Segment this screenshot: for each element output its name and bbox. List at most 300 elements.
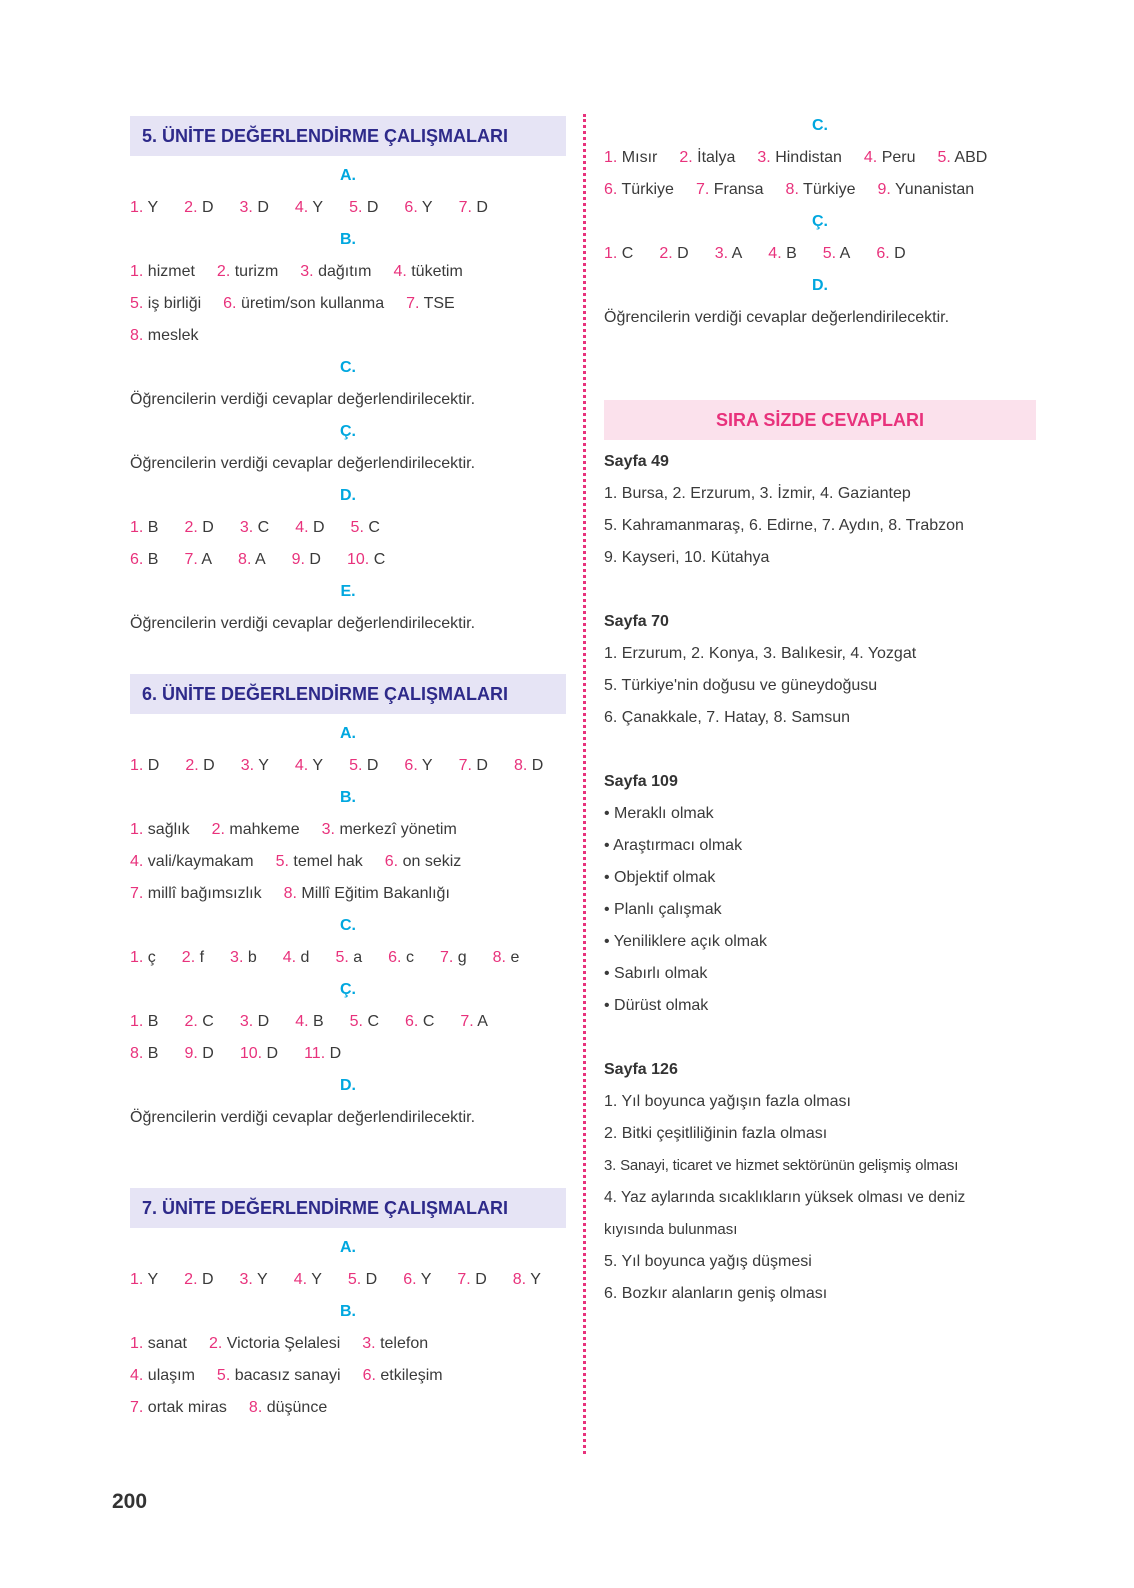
sayfa-49-line: 5. Kahramanmaraş, 6. Edirne, 7. Aydın, 8. Trabzon bbox=[604, 517, 964, 534]
answer-item bbox=[322, 814, 457, 846]
answer-value: İtalya bbox=[697, 149, 736, 166]
answer-value: Fransa bbox=[713, 181, 764, 198]
answer-value: Victoria Şelalesi bbox=[226, 1335, 341, 1352]
sayfa-109-heading: Sayfa 109 bbox=[604, 773, 678, 790]
unit5-b-label: B. bbox=[340, 231, 356, 248]
answer-number: 6. bbox=[403, 1271, 417, 1288]
answer-value: iş birliği bbox=[147, 295, 202, 312]
answer-item bbox=[514, 750, 543, 782]
answer-value: Y bbox=[312, 757, 324, 774]
sayfa-70-line: 5. Türkiye'nin doğusu ve güneydoğusu bbox=[604, 677, 878, 694]
sayfa-109-line: • Planlı çalışmak bbox=[604, 901, 722, 918]
answer-item bbox=[184, 192, 213, 224]
unit7-b-row bbox=[130, 1328, 566, 1360]
answer-item bbox=[130, 1360, 195, 1392]
answer-item bbox=[249, 1392, 327, 1424]
unit5-e-label: E. bbox=[340, 583, 356, 600]
answer-item bbox=[130, 288, 201, 320]
answer-item bbox=[786, 174, 856, 206]
answer-item bbox=[876, 238, 905, 270]
answer-number: 8. bbox=[492, 949, 506, 966]
answer-number: 2. bbox=[216, 263, 231, 280]
answer-number: 1. bbox=[130, 949, 144, 966]
answer-number: 7. bbox=[130, 1399, 144, 1416]
answer-value: C bbox=[373, 551, 386, 568]
unit5-a-label: A. bbox=[340, 167, 356, 184]
answer-value: D bbox=[476, 757, 488, 774]
unit7-b-row bbox=[130, 1360, 566, 1392]
answer-value: A bbox=[731, 245, 743, 262]
answer-value: C bbox=[202, 1013, 214, 1030]
answer-number: 6. bbox=[876, 245, 890, 262]
right-top-section bbox=[604, 110, 1036, 334]
answer-item bbox=[240, 1264, 268, 1296]
unit6-d-label: D. bbox=[340, 1077, 356, 1094]
answer-value: A bbox=[477, 1013, 488, 1030]
answer-item bbox=[350, 1006, 379, 1038]
answer-number: 3. bbox=[239, 1271, 253, 1288]
answer-item bbox=[184, 1006, 213, 1038]
column-divider bbox=[583, 114, 586, 1454]
answer-item bbox=[295, 1006, 323, 1038]
answer-number: 1. bbox=[130, 757, 144, 774]
answer-item bbox=[130, 846, 254, 878]
answer-item bbox=[292, 544, 321, 576]
right-cc-answers bbox=[604, 238, 1036, 270]
answer-item bbox=[404, 750, 432, 782]
answer-item bbox=[212, 814, 300, 846]
answer-number: 5. bbox=[347, 1271, 362, 1288]
sayfa-126-line: 5. Yıl boyunca yağış düşmesi bbox=[604, 1253, 812, 1270]
answer-number: 8. bbox=[785, 181, 799, 198]
answer-value: D bbox=[329, 1045, 342, 1062]
right-d-text: Öğrencilerin verdiği cevaplar değerlendirilecektir. bbox=[604, 309, 950, 326]
answer-item bbox=[185, 750, 214, 782]
answer-number: 6. bbox=[388, 949, 402, 966]
answer-value: D bbox=[201, 199, 214, 216]
sayfa-126-line: 2. Bitki çeşitliliğinin fazla olması bbox=[604, 1125, 828, 1142]
answer-number: 10. bbox=[239, 1045, 263, 1062]
right-c-label: C. bbox=[812, 117, 828, 134]
answer-value: D bbox=[266, 1045, 279, 1062]
answer-item bbox=[604, 174, 674, 206]
answer-value: Yunanistan bbox=[895, 181, 975, 198]
unit6-cc-row bbox=[130, 1038, 566, 1070]
answer-item bbox=[304, 1038, 341, 1070]
answer-item bbox=[223, 288, 384, 320]
sayfa-126-line: 4. Yaz aylarında sıcaklıkların yüksek olması ve deniz bbox=[604, 1189, 966, 1206]
sayfa-126-line: 1. Yıl boyunca yağışın fazla olması bbox=[604, 1093, 851, 1110]
answer-number: 2. bbox=[181, 949, 196, 966]
right-d-label: D. bbox=[812, 277, 828, 294]
answer-number: 1. bbox=[130, 1013, 144, 1030]
unit7-a-label: A. bbox=[340, 1239, 356, 1256]
answer-item bbox=[184, 1264, 213, 1296]
answer-item bbox=[240, 192, 269, 224]
answer-number: 8. bbox=[248, 1399, 263, 1416]
answer-value: hizmet bbox=[147, 263, 195, 280]
answer-number: 8. bbox=[130, 327, 144, 344]
answer-value: a bbox=[353, 949, 363, 966]
unit5-c-label: C. bbox=[340, 359, 356, 376]
answer-number: 8. bbox=[238, 551, 252, 568]
answer-number: 4. bbox=[295, 1013, 309, 1030]
answer-item bbox=[284, 878, 450, 910]
answer-value: Y bbox=[311, 1271, 322, 1288]
answer-number: 7. bbox=[184, 551, 198, 568]
answer-number: 5. bbox=[349, 1013, 363, 1030]
answer-number: 4. bbox=[294, 199, 309, 216]
unit6-b-row bbox=[130, 878, 566, 910]
answer-item bbox=[130, 512, 158, 544]
answer-item bbox=[130, 750, 159, 782]
answer-value: B bbox=[786, 245, 797, 262]
answer-number: 5. bbox=[275, 853, 289, 870]
answer-item bbox=[230, 942, 257, 974]
answer-number: 6. bbox=[223, 295, 237, 312]
answer-number: 1. bbox=[130, 519, 144, 536]
sayfa-126-line: kıyısında bulunması bbox=[604, 1221, 738, 1238]
unit6-a-answers bbox=[130, 750, 566, 782]
sayfa-109-line: • Dürüst olmak bbox=[604, 997, 709, 1014]
answer-value: Y bbox=[530, 1271, 541, 1288]
sayfa-109-line: • Sabırlı olmak bbox=[604, 965, 708, 982]
answer-value: D bbox=[366, 199, 379, 216]
answer-value: B bbox=[147, 551, 159, 568]
answer-value: tüketim bbox=[411, 263, 463, 280]
answer-number: 5. bbox=[349, 199, 363, 216]
answer-number: 6. bbox=[362, 1367, 376, 1384]
answer-item bbox=[404, 192, 432, 224]
sayfa-109-line: • Meraklı olmak bbox=[604, 805, 714, 822]
answer-value: A bbox=[201, 551, 213, 568]
answer-item bbox=[406, 288, 455, 320]
answer-item bbox=[240, 1038, 278, 1070]
answer-number: 3. bbox=[300, 263, 314, 280]
answer-item bbox=[184, 1038, 213, 1070]
answer-item bbox=[363, 1360, 443, 1392]
answer-value: Türkiye bbox=[621, 181, 674, 198]
answer-item bbox=[459, 192, 488, 224]
answer-number: 3. bbox=[757, 149, 771, 166]
unit6-b-row bbox=[130, 846, 566, 878]
answer-item bbox=[276, 846, 363, 878]
answer-item bbox=[659, 238, 688, 270]
unit7-a-answers bbox=[130, 1264, 566, 1296]
answer-number: 7. bbox=[130, 885, 144, 902]
answer-number: 2. bbox=[659, 245, 673, 262]
answer-value: Peru bbox=[881, 149, 916, 166]
answer-value: D bbox=[202, 1045, 214, 1062]
answer-value: düşünce bbox=[266, 1399, 328, 1416]
answer-number: 8. bbox=[512, 1271, 527, 1288]
answer-value: D bbox=[894, 245, 906, 262]
answer-number: 3. bbox=[321, 821, 335, 838]
answer-number: 6. bbox=[130, 551, 144, 568]
answer-item bbox=[335, 942, 362, 974]
answer-value: b bbox=[247, 949, 257, 966]
answer-item bbox=[240, 512, 269, 544]
answer-item bbox=[604, 142, 657, 174]
sira-sizde-section bbox=[604, 400, 1036, 1310]
answer-item bbox=[349, 192, 378, 224]
answer-item bbox=[768, 238, 796, 270]
unit6-d-text: Öğrencilerin verdiği cevaplar değerlendirilecektir. bbox=[130, 1109, 476, 1126]
sira-sizde-title: SIRA SİZDE CEVAPLARI bbox=[604, 400, 1036, 440]
answer-item bbox=[130, 1038, 158, 1070]
answer-value: g bbox=[457, 949, 467, 966]
answer-value: D bbox=[202, 519, 214, 536]
answer-number: 1. bbox=[604, 245, 618, 262]
sayfa-70-line: 6. Çanakkale, 7. Hatay, 8. Samsun bbox=[604, 709, 851, 726]
unit7-title: 7. ÜNİTE DEĞERLENDİRME ÇALIŞMALARI bbox=[130, 1188, 566, 1228]
answer-value: D bbox=[309, 551, 321, 568]
answer-value: Y bbox=[147, 1271, 159, 1288]
answer-number: 1. bbox=[130, 821, 144, 838]
answer-item bbox=[604, 238, 633, 270]
answer-item bbox=[130, 256, 195, 288]
sayfa-49-heading: Sayfa 49 bbox=[604, 453, 669, 470]
answer-item bbox=[217, 1360, 341, 1392]
answer-value: D bbox=[365, 1271, 378, 1288]
answer-item bbox=[283, 942, 310, 974]
answer-item bbox=[388, 942, 414, 974]
answer-value: D bbox=[531, 757, 544, 774]
answer-item bbox=[715, 238, 743, 270]
answer-value: turizm bbox=[234, 263, 279, 280]
answer-number: 2. bbox=[185, 757, 199, 774]
answer-item bbox=[241, 750, 269, 782]
answer-number: 6. bbox=[404, 199, 418, 216]
answer-item bbox=[362, 1328, 428, 1360]
unit5-d-label: D. bbox=[340, 487, 356, 504]
answer-item bbox=[184, 512, 213, 544]
answer-value: C bbox=[257, 519, 270, 536]
unit6-title: 6. ÜNİTE DEĞERLENDİRME ÇALIŞMALARI bbox=[130, 674, 566, 714]
answer-number: 4. bbox=[130, 853, 144, 870]
answer-number: 2. bbox=[184, 1271, 198, 1288]
answer-value: D bbox=[257, 199, 269, 216]
answer-number: 3. bbox=[714, 245, 729, 262]
sayfa-109-line: • Yeniliklere açık olmak bbox=[604, 933, 768, 950]
answer-value: C bbox=[368, 519, 380, 536]
answer-number: 3. bbox=[239, 519, 254, 536]
unit6-b-label: B. bbox=[340, 789, 356, 806]
answer-value: ortak miras bbox=[147, 1399, 227, 1416]
answer-number: 7. bbox=[457, 1271, 471, 1288]
answer-number: 2. bbox=[211, 821, 225, 838]
answer-item bbox=[403, 1264, 431, 1296]
answer-item bbox=[182, 942, 204, 974]
answer-value: D bbox=[201, 1271, 214, 1288]
answer-item bbox=[513, 1264, 541, 1296]
answer-number: 2. bbox=[208, 1335, 223, 1352]
answer-item bbox=[130, 320, 198, 352]
answer-value: d bbox=[300, 949, 310, 966]
answer-value: Mısır bbox=[621, 149, 658, 166]
answer-item bbox=[209, 1328, 340, 1360]
answer-number: 2. bbox=[184, 1013, 198, 1030]
answer-item bbox=[130, 942, 156, 974]
unit5-title: 5. ÜNİTE DEĞERLENDİRME ÇALIŞMALARI bbox=[130, 116, 566, 156]
answer-item bbox=[130, 1328, 187, 1360]
answer-item bbox=[130, 878, 262, 910]
answer-number: 2. bbox=[184, 519, 198, 536]
answer-number: 3. bbox=[239, 199, 253, 216]
answer-value: D bbox=[257, 1013, 270, 1030]
answer-number: 5. bbox=[349, 757, 363, 774]
answer-number: 5. bbox=[937, 149, 951, 166]
sayfa-126-line: 6. Bozkır alanların geniş olması bbox=[604, 1285, 828, 1302]
answer-value: C bbox=[422, 1013, 435, 1030]
answer-item bbox=[405, 1006, 434, 1038]
answer-number: 5. bbox=[216, 1367, 231, 1384]
unit6-b-row bbox=[130, 814, 566, 846]
answer-value: B bbox=[147, 1013, 159, 1030]
answer-number: 2. bbox=[184, 199, 198, 216]
unit5-c-text: Öğrencilerin verdiği cevaplar değerlendirilecektir. bbox=[130, 391, 476, 408]
answer-item bbox=[295, 512, 324, 544]
unit7-b-row bbox=[130, 1392, 566, 1424]
answer-number: 6. bbox=[404, 757, 418, 774]
answer-value: D bbox=[475, 1271, 487, 1288]
unit6-cc-label: Ç. bbox=[340, 981, 356, 998]
right-cc-label: Ç. bbox=[812, 213, 828, 230]
answer-item bbox=[295, 192, 323, 224]
answer-value: D bbox=[366, 757, 379, 774]
answer-number: 1. bbox=[130, 263, 144, 280]
answer-value: vali/kaymakam bbox=[147, 853, 254, 870]
unit5-d-row bbox=[130, 512, 566, 544]
answer-item bbox=[294, 1264, 322, 1296]
answer-value: Millî Eğitim Bakanlığı bbox=[301, 885, 450, 902]
answer-value: etkileşim bbox=[380, 1367, 443, 1384]
answer-number: 5. bbox=[130, 295, 144, 312]
answer-item bbox=[130, 192, 158, 224]
answer-number: 3. bbox=[240, 757, 255, 774]
answer-value: f bbox=[199, 949, 205, 966]
answer-value: ulaşım bbox=[147, 1367, 195, 1384]
answer-value: dağıtım bbox=[318, 263, 372, 280]
unit5-cc-label: Ç. bbox=[340, 423, 356, 440]
answer-value: Hindistan bbox=[775, 149, 842, 166]
answer-item bbox=[348, 1264, 377, 1296]
answer-item bbox=[240, 1006, 269, 1038]
answer-value: B bbox=[147, 1045, 159, 1062]
answer-number: 1. bbox=[130, 199, 144, 216]
answer-value: D bbox=[677, 245, 689, 262]
answer-number: 7. bbox=[406, 295, 420, 312]
answer-value: Y bbox=[420, 1271, 432, 1288]
answer-value: Y bbox=[421, 757, 433, 774]
answer-number: 5. bbox=[335, 949, 349, 966]
answer-item bbox=[459, 750, 488, 782]
answer-value: C bbox=[621, 245, 634, 262]
unit5-b-row bbox=[130, 256, 566, 288]
answer-value: sağlık bbox=[147, 821, 190, 838]
sayfa-70-heading: Sayfa 70 bbox=[604, 613, 669, 630]
unit6-c-label: C. bbox=[340, 917, 356, 934]
unit5-section bbox=[130, 116, 566, 640]
answer-number: 9. bbox=[184, 1045, 198, 1062]
answer-value: B bbox=[312, 1013, 324, 1030]
answer-number: 1. bbox=[130, 1335, 144, 1352]
answer-number: 4. bbox=[768, 245, 782, 262]
answer-item bbox=[757, 142, 842, 174]
unit6-cc-row bbox=[130, 1006, 566, 1038]
right-c-row bbox=[604, 174, 1036, 206]
answer-item bbox=[349, 750, 378, 782]
answer-value: c bbox=[405, 949, 414, 966]
answer-item bbox=[130, 1264, 158, 1296]
answer-number: 9. bbox=[877, 181, 891, 198]
answer-item bbox=[351, 512, 380, 544]
answer-item bbox=[347, 544, 385, 576]
unit5-a-answers bbox=[130, 192, 566, 224]
answer-item bbox=[184, 544, 212, 576]
answer-value: merkezî yönetim bbox=[339, 821, 457, 838]
answer-number: 3. bbox=[230, 949, 244, 966]
answer-number: 7. bbox=[458, 199, 472, 216]
answer-number: 1. bbox=[130, 1271, 144, 1288]
answer-value: millî bağımsızlık bbox=[147, 885, 262, 902]
answer-number: 2. bbox=[679, 149, 693, 166]
answer-value: mahkeme bbox=[229, 821, 300, 838]
answer-number: 4. bbox=[863, 149, 878, 166]
unit7-b-label: B. bbox=[340, 1303, 356, 1320]
answer-value: e bbox=[510, 949, 520, 966]
answer-item bbox=[457, 1264, 486, 1296]
answer-number: 11. bbox=[304, 1045, 326, 1062]
answer-value: D bbox=[476, 199, 488, 216]
unit6-c-answers bbox=[130, 942, 566, 974]
answer-number: 1. bbox=[604, 149, 618, 166]
page-number: 200 bbox=[112, 1490, 148, 1513]
sayfa-126-heading: Sayfa 126 bbox=[604, 1061, 678, 1078]
sayfa-49-line: 1. Bursa, 2. Erzurum, 3. İzmir, 4. Gaziantep bbox=[604, 485, 911, 502]
answer-item bbox=[878, 174, 975, 206]
answer-item bbox=[460, 1006, 488, 1038]
answer-number: 4. bbox=[295, 519, 309, 536]
answer-value: Y bbox=[421, 199, 433, 216]
sayfa-70-line: 1. Erzurum, 2. Konya, 3. Balıkesir, 4. Yozgat bbox=[604, 645, 917, 662]
unit5-b-row bbox=[130, 288, 566, 320]
sayfa-126-line: 3. Sanayi, ticaret ve hizmet sektörünün gelişmiş olması bbox=[604, 1157, 959, 1174]
answer-number: 7. bbox=[439, 949, 454, 966]
answer-number: 6. bbox=[405, 1013, 419, 1030]
unit6-a-label: A. bbox=[340, 725, 356, 742]
answer-value: on sekiz bbox=[402, 853, 462, 870]
answer-item bbox=[130, 544, 158, 576]
unit5-b-row bbox=[130, 320, 566, 352]
answer-number: 9. bbox=[291, 551, 305, 568]
answer-value: ç bbox=[147, 949, 156, 966]
answer-value: Y bbox=[147, 199, 159, 216]
answer-number: 8. bbox=[513, 757, 528, 774]
answer-value: D bbox=[147, 757, 160, 774]
answer-value: A bbox=[254, 551, 266, 568]
answer-item bbox=[696, 174, 764, 206]
answer-value: ABD bbox=[954, 149, 988, 166]
right-c-row bbox=[604, 142, 1036, 174]
answer-value: D bbox=[203, 757, 215, 774]
answer-item bbox=[385, 846, 462, 878]
answer-number: 3. bbox=[362, 1335, 376, 1352]
answer-value: üretim/son kullanma bbox=[240, 295, 385, 312]
answer-value: temel hak bbox=[293, 853, 363, 870]
answer-number: 3. bbox=[239, 1013, 254, 1030]
sayfa-109-line: • Araştırmacı olmak bbox=[604, 837, 743, 854]
